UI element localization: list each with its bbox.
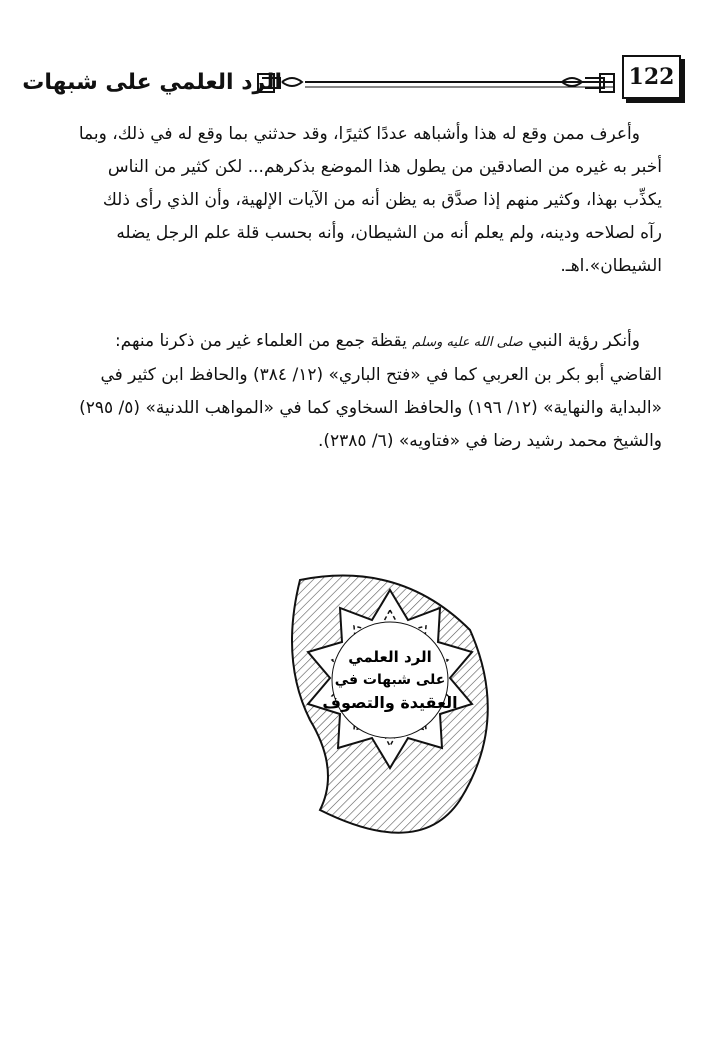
text-line: أخبر به غيره من الصادقين من يطول هذا الموضع بذكرهم... لكن كثير من الناس — [107, 157, 662, 177]
text-line: رآه لصلاحه ودينه، ولم يعلم أنه من الشيطان، وأنه بحسب قلة علم الرجل يضله — [116, 223, 662, 243]
salawat-calligraphy: صلى الله عليه وسلم — [412, 335, 523, 350]
book-logo — [280, 570, 500, 850]
paragraph-1 — [62, 118, 662, 283]
logo-line-1: الرد العلمي — [348, 648, 432, 666]
text-line — [62, 325, 662, 359]
text-line: وأعرف ممن وقع له هذا وأشباهه عددًا كثيرًا، وقد حدثني بما وقع له في ذلك، وبما — [78, 124, 640, 144]
text-line: والشيخ محمد رشيد رضا في «فتاويه» (٦/ ٢٣٨٥). — [317, 431, 662, 451]
page-header — [0, 52, 722, 107]
text-line: الشيطان».اهـ. — [560, 256, 662, 276]
text-line: «البداية والنهاية» (١٢/ ١٩٦) والحافظ السخاوي كما في «المواهب اللدنية» (٥/ ٢٩٥) — [79, 398, 662, 418]
text-line: القاضي أبو بكر بن العربي كما في «فتح الباري» (١٢/ ٣٨٤) والحافظ ابن كثير في — [100, 365, 662, 385]
logo-line-3: العقيدة والتصوف — [322, 693, 458, 712]
text-segment: وأنكر رؤية النبي — [528, 331, 640, 351]
page-number: 122 — [622, 55, 681, 99]
text-segment: يقظة جمع من العلماء غير من ذكرنا منهم: — [114, 331, 407, 351]
text-line: يكذِّب بهذا، وكثير منهم إذا صدَّق به يظن أنه من الآيات الإلهية، وأن الذي رأى ذلك — [102, 190, 662, 210]
paragraph-2 — [62, 325, 662, 458]
logo-line-2: على شبهات في — [334, 672, 446, 688]
running-title: الرد العلمي على شبهات — [22, 70, 282, 95]
